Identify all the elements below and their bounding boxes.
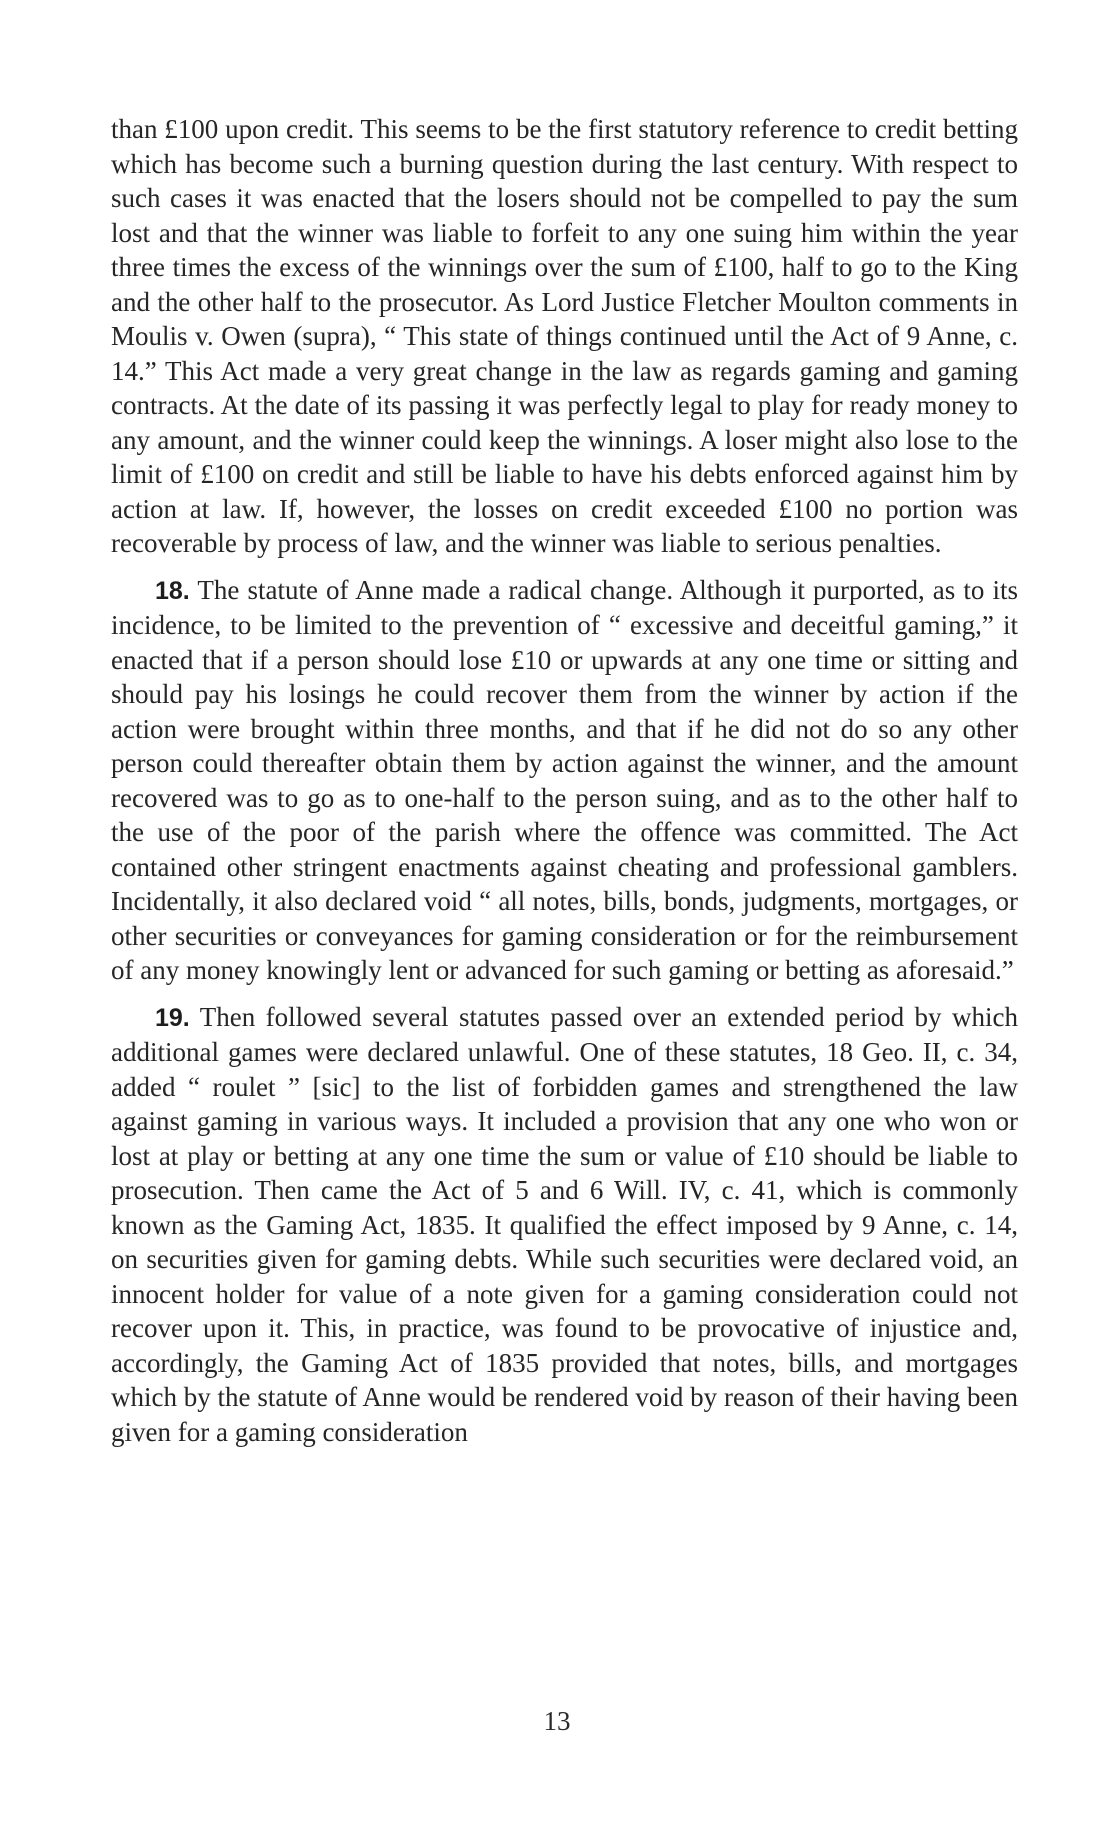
section-number: 19. <box>155 1003 190 1032</box>
page-body <box>111 112 1018 1449</box>
page-number: 13 <box>543 1706 571 1736</box>
paragraph-text: than £100 upon credit. This seems to be the first statutory reference to credit betting which has become such a burning question during the last century. With respect to such cases it was enacted that the losers should not be compelled to pay the sum lost and that the winner was liable to forfeit to any one suing him within the year three times the excess of the winnings over the sum of £100, half to go to the King and the other half to the prosecutor. As Lord Justice Fletcher Moulton comments in Moulis v. Owen (supra), “ This state of things continued until the Act of 9 Anne, c. 14.” This Act made a very great change in the law as regards gaming and gaming contracts. At the date of its passing it was perfectly legal to play for ready money to any amount, and the winner could keep the winnings. A loser might also lose to the limit of £100 on credit and still be liable to have his debts enforced against him by action at law. If, however, the losses on credit exceeded £100 no portion was recoverable by process of law, and the winner was liable to serious penalties. <box>111 114 1018 558</box>
paragraph-text: The statute of Anne made a radical change. Although it purported, as to its incidence, to be limited to the prevention of “ excessive and deceitful gaming,” it enacted that if a person should lose £10 or upwards at any one time or sitting and should pay his losings he could recover them from the winner by action if the action were brought within three months, and that if he did not do so any other person could thereafter obtain them by action against the winner, and the amount recovered was to go as to one-half to the person suing, and as to the other half to the use of the poor of the parish where the offence was committed. The Act contained other stringent enactments against cheating and professional gamblers. Incidentally, it also declared void “ all notes, bills, bonds, judgments, mortgages, or other securities or conveyances for gaming consideration or for the reimbursement of any money knowingly lent or advanced for such gaming or betting as aforesaid.” <box>111 574 1019 985</box>
paragraph-continuation <box>111 112 1018 561</box>
paragraph-text: Then followed several statutes passed over an extended period by which additional games were declared unlawful. One of these statutes, 18 Geo. II, c. 34, added “ roulet ” [sic] to the list of forbidden games and strengthened the law against gaming in various ways. It included a provision that any one who won or lost at play or betting at any one time the sum or value of £10 should be liable to prosecution. Then came the Act of 5 and 6 Will. IV, c. 41, which is commonly known as the Gaming Act, 1835. It qualified the effect imposed by 9 Anne, c. 14, on securities given for gaming debts. While such securities were declared void, an innocent holder for value of a note given for a gaming consideration could not recover upon it. This, in practice, was found to be provocative of injustice and, accordingly, the Gaming Act of 1835 provided that notes, bills, and mortgages which by the statute of Anne would be rendered void by reason of their having been given for a gaming consideration <box>111 1001 1018 1447</box>
paragraph-18 <box>111 573 1018 988</box>
section-number: 18. <box>155 576 190 605</box>
paragraph-19 <box>111 1000 1018 1450</box>
